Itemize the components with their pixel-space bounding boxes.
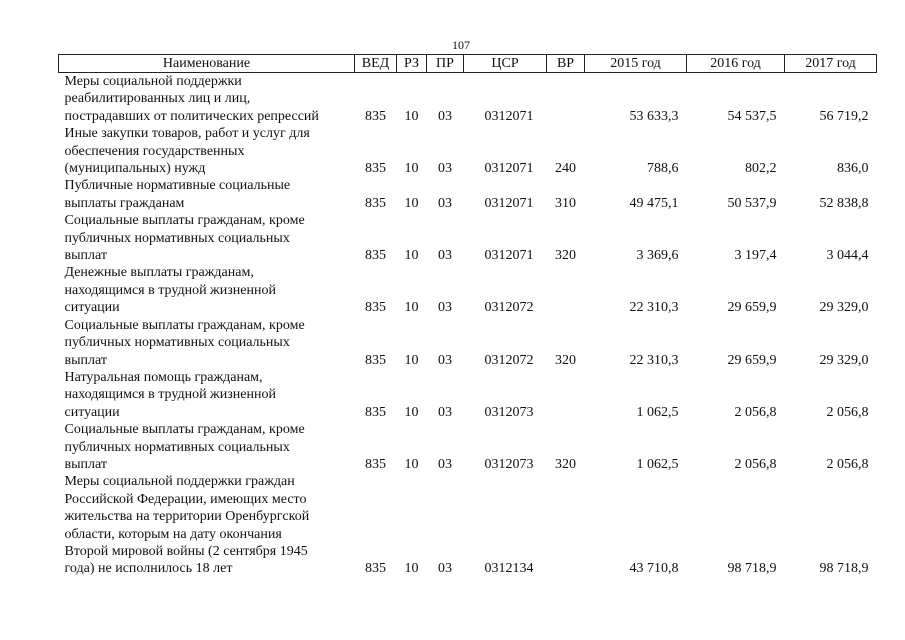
- table-row: [59, 212, 877, 264]
- name-line: находящимся в трудной жизненной: [64, 387, 276, 403]
- cell-name: [59, 125, 355, 177]
- cell-csr: 0312071: [484, 108, 534, 124]
- cell-name: [59, 421, 355, 473]
- cell-2016: 54 537,5: [727, 108, 777, 124]
- name-line: публичных нормативных социальных: [64, 335, 290, 351]
- name-line: выплат: [64, 248, 107, 264]
- cell-2015: 53 633,3: [629, 108, 679, 124]
- cell-rz: 10: [404, 404, 419, 420]
- cell-vr: 320: [555, 456, 576, 472]
- cell-2017: 52 838,8: [819, 195, 869, 211]
- table-row: [59, 177, 877, 212]
- cell-csr: 0312073: [484, 404, 534, 420]
- name-line: Российской Федерации, имеющих место: [64, 491, 307, 507]
- table-row: [59, 317, 877, 369]
- column-header-rz: РЗ: [397, 55, 427, 73]
- name-line: Социальные выплаты гражданам, кроме: [64, 317, 305, 333]
- cell-2015: 1 062,5: [636, 456, 679, 472]
- cell-pr: 03: [438, 108, 452, 124]
- name-line: Социальные выплаты гражданам, кроме: [64, 213, 305, 229]
- table-header: [59, 55, 877, 73]
- table-row: [59, 73, 877, 126]
- cell-rz: 10: [404, 108, 419, 124]
- cell-name: [59, 264, 355, 316]
- table-row: [59, 369, 877, 421]
- cell-ved: 835: [365, 456, 386, 472]
- column-header-2017: 2017 год: [785, 55, 877, 73]
- cell-pr: 03: [438, 404, 452, 420]
- cell-2016: 2 056,8: [734, 404, 777, 420]
- cell-rz: 10: [404, 195, 419, 211]
- cell-2017: 56 719,2: [819, 108, 869, 124]
- table-row: [59, 125, 877, 177]
- cell-csr: 0312134: [484, 561, 534, 577]
- cell-2016: 50 537,9: [727, 195, 777, 211]
- cell-vr: 240: [555, 161, 576, 177]
- cell-vr: [547, 264, 585, 316]
- cell-ved: 835: [365, 404, 386, 420]
- table-row: [59, 264, 877, 316]
- cell-vr: 310: [555, 195, 576, 211]
- cell-csr: 0312072: [484, 352, 534, 368]
- cell-pr: 03: [438, 456, 452, 472]
- cell-name: [59, 317, 355, 369]
- name-line: выплаты гражданам: [64, 195, 185, 211]
- cell-rz: 10: [404, 300, 419, 316]
- cell-2017: 836,0: [837, 161, 869, 177]
- name-line: Денежные выплаты гражданам,: [64, 265, 254, 281]
- name-line: публичных нормативных социальных: [64, 439, 290, 455]
- cell-csr: 0312072: [484, 300, 534, 316]
- cell-2016: 29 659,9: [727, 300, 777, 316]
- cell-pr: 03: [438, 352, 452, 368]
- name-line: ситуации: [64, 404, 120, 420]
- cell-rz: 10: [404, 161, 419, 177]
- cell-vr: [547, 473, 585, 577]
- cell-2015: 22 310,3: [629, 300, 679, 316]
- cell-ved: 835: [365, 108, 386, 124]
- cell-csr: 0312071: [484, 248, 534, 264]
- cell-ved: 835: [365, 561, 386, 577]
- cell-vr: [547, 369, 585, 421]
- budget-table: [58, 54, 877, 578]
- name-line: Социальные выплаты гражданам, кроме: [64, 422, 305, 438]
- cell-ved: 835: [365, 248, 386, 264]
- name-line: Меры социальной поддержки: [64, 74, 242, 89]
- cell-2017: 2 056,8: [826, 456, 869, 472]
- cell-vr: [547, 73, 585, 126]
- name-line: выплат: [64, 456, 107, 472]
- table-row: [59, 421, 877, 473]
- name-line: области, которым на дату окончания: [64, 526, 282, 542]
- cell-name: [59, 369, 355, 421]
- table-body: [59, 73, 877, 578]
- cell-vr: 320: [555, 352, 576, 368]
- cell-2016: 98 718,9: [727, 561, 777, 577]
- cell-2017: 3 044,4: [826, 248, 869, 264]
- column-header-2016: 2016 год: [687, 55, 785, 73]
- name-line: публичных нормативных социальных: [64, 230, 290, 246]
- column-header-name: Наименование: [59, 55, 355, 73]
- cell-2015: 43 710,8: [629, 561, 679, 577]
- cell-2015: 788,6: [647, 161, 679, 177]
- cell-2016: 2 056,8: [734, 456, 777, 472]
- cell-rz: 10: [404, 248, 419, 264]
- name-line: Публичные нормативные социальные: [64, 178, 291, 194]
- cell-2015: 1 062,5: [636, 404, 679, 420]
- page-number: 107: [452, 38, 470, 52]
- cell-2017: 29 329,0: [819, 352, 869, 368]
- column-header-vr: ВР: [547, 55, 585, 73]
- cell-csr: 0312071: [484, 195, 534, 211]
- column-header-2015: 2015 год: [585, 55, 687, 73]
- name-line: Меры социальной поддержки граждан: [64, 474, 295, 490]
- name-line: Натуральная помощь гражданам,: [64, 369, 263, 385]
- name-line: Иные закупки товаров, работ и услуг для: [64, 126, 310, 142]
- table-row: [59, 473, 877, 577]
- cell-2017: 2 056,8: [826, 404, 869, 420]
- name-line: года) не исполнилось 18 лет: [64, 561, 233, 577]
- cell-ved: 835: [365, 161, 386, 177]
- name-line: пострадавших от политических репрессий: [64, 108, 319, 124]
- cell-pr: 03: [438, 248, 452, 264]
- cell-vr: 320: [555, 248, 576, 264]
- column-header-ved: ВЕД: [355, 55, 397, 73]
- cell-ved: 835: [365, 300, 386, 316]
- cell-name: [59, 73, 355, 126]
- name-line: выплат: [64, 352, 107, 368]
- cell-2017: 29 329,0: [819, 300, 869, 316]
- cell-ved: 835: [365, 352, 386, 368]
- cell-pr: 03: [438, 195, 452, 211]
- name-line: обеспечения государственных: [64, 143, 245, 159]
- column-header-csr: ЦСР: [464, 55, 547, 73]
- cell-name: [59, 177, 355, 212]
- cell-2015: 49 475,1: [629, 195, 679, 211]
- cell-pr: 03: [438, 300, 452, 316]
- cell-csr: 0312073: [484, 456, 534, 472]
- cell-2016: 29 659,9: [727, 352, 777, 368]
- cell-rz: 10: [404, 352, 419, 368]
- cell-pr: 03: [438, 561, 452, 577]
- cell-2016: 802,2: [745, 161, 777, 177]
- name-line: реабилитированных лиц и лиц,: [64, 91, 251, 107]
- name-line: Второй мировой войны (2 сентября 1945: [64, 543, 308, 559]
- cell-2015: 3 369,6: [636, 248, 679, 264]
- column-header-pr: ПР: [427, 55, 464, 73]
- name-line: ситуации: [64, 300, 120, 316]
- cell-2015: 22 310,3: [629, 352, 679, 368]
- cell-rz: 10: [404, 456, 419, 472]
- name-line: находящимся в трудной жизненной: [64, 282, 276, 298]
- cell-rz: 10: [404, 561, 419, 577]
- cell-pr: 03: [438, 161, 452, 177]
- name-line: жительства на территории Оренбургской: [64, 509, 310, 525]
- cell-2017: 98 718,9: [819, 561, 869, 577]
- cell-name: [59, 473, 355, 577]
- name-line: (муниципальных) нужд: [64, 161, 206, 177]
- cell-csr: 0312071: [484, 161, 534, 177]
- cell-ved: 835: [365, 195, 386, 211]
- cell-name: [59, 212, 355, 264]
- cell-2016: 3 197,4: [734, 248, 777, 264]
